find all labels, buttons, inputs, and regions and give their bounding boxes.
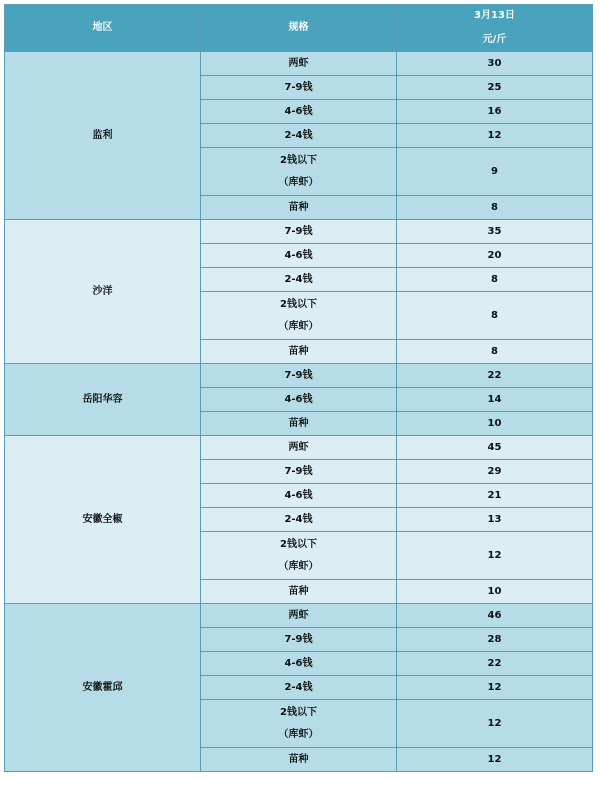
price-cell: 8 [397, 340, 593, 364]
spec-cell [201, 700, 397, 748]
price-cell: 30 [397, 52, 593, 76]
table-body [5, 52, 593, 772]
table-row [5, 436, 593, 460]
price-cell: 22 [397, 652, 593, 676]
spec-cell: 4-6钱 [201, 652, 397, 676]
spec-sublabel: （库虾） [278, 320, 319, 332]
spec-cell: 4-6钱 [201, 388, 397, 412]
spec-cell: 7-9钱 [201, 364, 397, 388]
spec-cell: 苗种 [201, 340, 397, 364]
spec-cell: 2-4钱 [201, 508, 397, 532]
price-cell: 14 [397, 388, 593, 412]
spec-cell: 7-9钱 [201, 460, 397, 484]
spec-cell [201, 292, 397, 340]
price-cell: 21 [397, 484, 593, 508]
price-cell: 22 [397, 364, 593, 388]
spec-cell: 4-6钱 [201, 244, 397, 268]
spec-cell: 苗种 [201, 748, 397, 772]
price-cell: 10 [397, 580, 593, 604]
table-row [5, 604, 593, 628]
spec-label: 2钱以下 [280, 298, 317, 310]
unit-column-header: 元/斤 [397, 28, 593, 52]
price-cell: 35 [397, 220, 593, 244]
price-cell: 28 [397, 628, 593, 652]
spec-sublabel: （库虾） [278, 176, 319, 188]
price-cell: 20 [397, 244, 593, 268]
price-cell: 46 [397, 604, 593, 628]
price-cell: 12 [397, 532, 593, 580]
table-row [5, 364, 593, 388]
region-cell: 岳阳华容 [5, 364, 201, 436]
spec-cell: 2-4钱 [201, 124, 397, 148]
price-cell: 16 [397, 100, 593, 124]
price-cell: 10 [397, 412, 593, 436]
price-cell: 29 [397, 460, 593, 484]
spec-label: 2钱以下 [280, 706, 317, 718]
spec-cell: 2-4钱 [201, 268, 397, 292]
price-cell: 45 [397, 436, 593, 460]
spec-cell [201, 148, 397, 196]
spec-cell: 7-9钱 [201, 628, 397, 652]
spec-cell: 两虾 [201, 604, 397, 628]
region-cell: 安徽全椒 [5, 436, 201, 604]
price-cell: 8 [397, 292, 593, 340]
spec-column-header: 规格 [201, 5, 397, 52]
header-row [5, 5, 593, 28]
region-column-header: 地区 [5, 5, 201, 52]
price-cell: 9 [397, 148, 593, 196]
spec-cell: 两虾 [201, 436, 397, 460]
price-cell: 25 [397, 76, 593, 100]
spec-cell: 两虾 [201, 52, 397, 76]
price-cell: 8 [397, 268, 593, 292]
spec-cell: 7-9钱 [201, 76, 397, 100]
spec-cell: 4-6钱 [201, 100, 397, 124]
date-column-header: 3月13日 [397, 5, 593, 28]
region-cell: 安徽霍邱 [5, 604, 201, 772]
spec-label: 2钱以下 [280, 154, 317, 166]
spec-cell: 苗种 [201, 412, 397, 436]
spec-cell: 7-9钱 [201, 220, 397, 244]
spec-label: 2钱以下 [280, 538, 317, 550]
spec-cell: 4-6钱 [201, 484, 397, 508]
spec-sublabel: （库虾） [278, 728, 319, 740]
price-cell: 13 [397, 508, 593, 532]
price-cell: 12 [397, 124, 593, 148]
table-row [5, 52, 593, 76]
spec-cell: 苗种 [201, 196, 397, 220]
spec-cell: 苗种 [201, 580, 397, 604]
spec-sublabel: （库虾） [278, 560, 319, 572]
price-table [4, 4, 593, 772]
region-cell: 监利 [5, 52, 201, 220]
price-cell: 12 [397, 748, 593, 772]
spec-cell [201, 532, 397, 580]
table-header [5, 5, 593, 52]
price-cell: 8 [397, 196, 593, 220]
price-cell: 12 [397, 676, 593, 700]
spec-cell: 2-4钱 [201, 676, 397, 700]
region-cell: 沙洋 [5, 220, 201, 364]
table-row [5, 220, 593, 244]
price-cell: 12 [397, 700, 593, 748]
